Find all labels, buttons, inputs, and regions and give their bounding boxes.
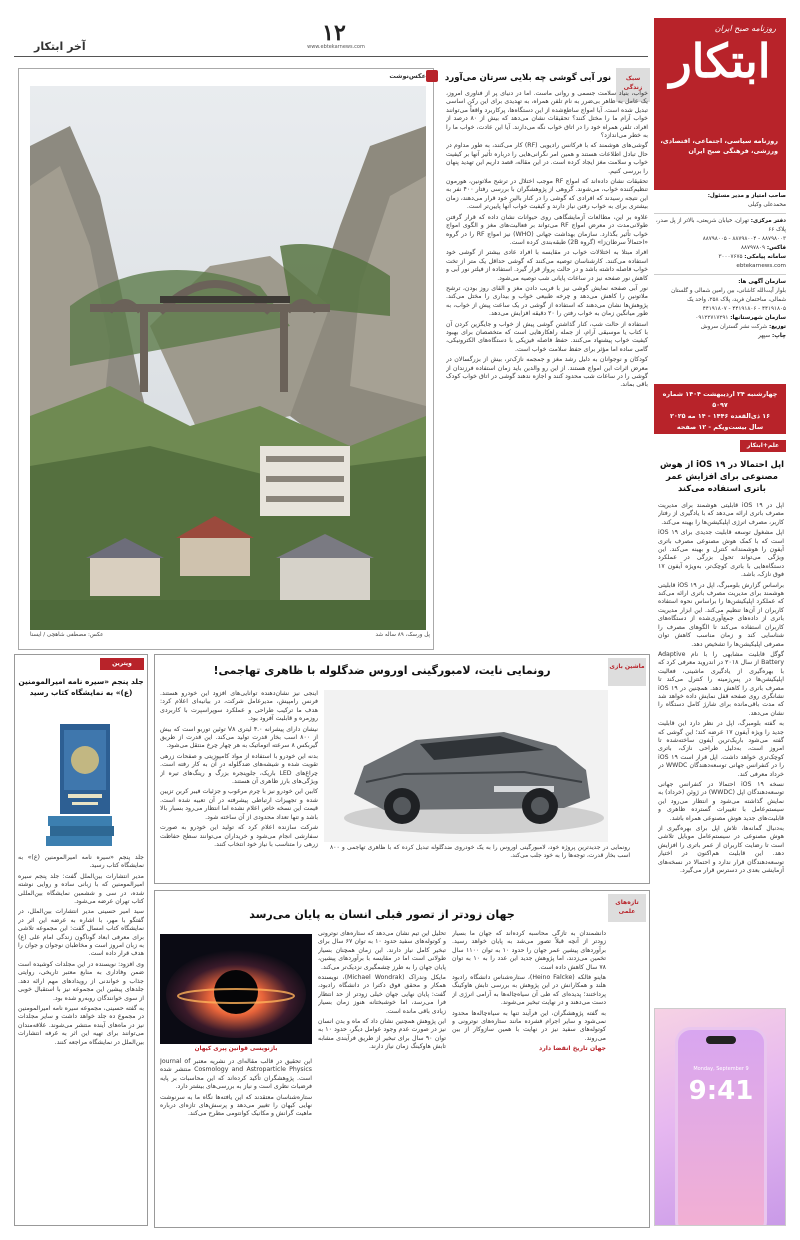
paragraph: کابین این خودرو نیز با چرم مرغوب و جزئیات فیبر کربن تزیین شده و تجهیزات ارتباطی پیشرفته در آن تعبیه شده است. قیمت این نسخه خاص اعلام نشده اما انتظار می‌رود بسیار بالا باشد و تنها تعداد محدودی از آن ساخته شود. bbox=[160, 788, 318, 821]
fax-number: ۸۸۷۹۷۸۰۹ bbox=[741, 245, 766, 251]
subs-label: سازمان شهرستانها: bbox=[730, 315, 786, 321]
article-bot-title[interactable]: جهان زودتر از تصور قبلی انسان به پایان می‌رسد bbox=[249, 908, 515, 921]
page-number: ۱۲ bbox=[322, 20, 346, 46]
issue-date-line2: ۱۶ ذی‌القعده ۱۴۴۶ - ۱۴ مه ۲۰۲۵ bbox=[669, 412, 771, 420]
sms-number: ۳۰۰۰۷۶۷۵ bbox=[718, 254, 743, 260]
book-title[interactable]: جلد پنجم «سیره نامه امیرالمومنین (ع)» به نمایشگاه کتاب رسید bbox=[18, 677, 144, 697]
paragraph: نسخه iOS ۱۹ احتمالا در کنفرانس جهانی توسعه‌دهندگان اپل (WWDC) در ژوئن (خرداد) به نمایش گذاشته می‌شود و انتظار می‌رود این سیستم‌عامل با تغییرات گسترده ظاهری و قابلیت‌های جدید هوش مصنوعی همراه باشد. bbox=[658, 781, 784, 822]
paragraph: به گفته بلومبرگ، اپل در نظر دارد این قابلیت جدید را ویژه آیفون ۱۷ عرضه کند؛ این گوشی که گفته می‌شود باریک‌ترین آیفون ساخته‌شده تا امروز است، به‌دلیل طراحی نازک، باتری کوچک‌تری خواهد داشت. اپل قرار است iOS ۱۹ را در کنفرانس جهانی توسعه‌دهندگان WWDC در خرداد معرفی کند. bbox=[658, 720, 784, 778]
print-label: چاپ: bbox=[772, 333, 786, 339]
subheading: جهان تاریخ انقضا دارد bbox=[539, 1045, 606, 1053]
owner-label: صاحب امتیاز و مدیر مسئول: bbox=[707, 193, 786, 199]
article-top-body bbox=[446, 90, 648, 644]
phones: ۸۸۷۹۸۰۰۳ - ۸۸۷۹۸۰۰۴ - ۸۸۷۹۸۰۰۵ bbox=[702, 236, 786, 242]
site-url[interactable]: www.ebtekarnews.com bbox=[307, 44, 365, 50]
paragraph: مایکل وندراک (Michael Wondrak)، نویسنده همکار و محقق فوق دکترا در دانشگاه رادبود، گفت: پایان نهایی جهان خیلی زودتر از حد انتظار فرا می‌رسد، اما خوشبختانه هنوز زمان بسیار زیادی باقی مانده است. bbox=[318, 974, 446, 1015]
article-bot-label: تازه‌های علمی bbox=[608, 894, 646, 922]
phone-date: Monday, September 9 bbox=[693, 1066, 749, 1072]
issue-date-line1: چهارشنبه ۲۴ اردیبهشت ۱۴۰۴ شماره ۵۰۹۷ bbox=[662, 390, 778, 409]
paragraph: هاینو فالکه (Heino Falcke)، ستاره‌شناس دانشگاه رادبود هلند و همکارانش در این پژوهش به بررسی تابش هاوکینگ پرداختند؛ پدیده‌ای که طی آن سیاه‌چاله‌ها به آرامی انرژی از دست می‌دهند و در نهایت تبخیر می‌شوند. bbox=[452, 974, 606, 1007]
divider bbox=[654, 274, 786, 275]
phone-illustration bbox=[675, 1027, 767, 1226]
paragraph: افراد مبتلا به اختلالات خواب در مقایسه با افراد عادی بیشتر از گوشی خود استفاده می‌کنند. کارشناسان توصیه می‌کنند که گوشی حداقل یک متر از تخت خواب فاصله داشته باشد و در حالت پرواز قرار گیرد. استفاده از فیلتر نور آبی و کاهش نور صفحه نیز در ساعات پایانی شب توصیه می‌شود. bbox=[446, 249, 648, 282]
book-label: ویترین bbox=[100, 658, 144, 670]
paragraph: جلد پنجم «سیره نامه امیرالمومنین (ع)» به نمایشگاه کتاب رسید. bbox=[18, 854, 144, 870]
paragraph: خواب، بنیاد سلامت جسمی و روانی ماست. اما در دنیای پر از فناوری امروز، یک عامل به ظاهر بی‌ضرر به نام تلفن همراه، به تهدیدی برای این رکن اساسی تبدیل شده است. آیا امواج ساطع‌شده از این دستگاه‌ها، پرکاربرد واقعاً می‌توانند خواب آرام ما را مختل کنند؟ تحقیقات نشان می‌دهد که بیش از ۸۰ درصد از افراد، تلفن همراه خود را در اتاق خواب نگه می‌دارند. آیا این عادت، خواب ما را به خطر می‌اندازد؟ bbox=[446, 90, 648, 140]
paragraph: اپل در iOS ۱۹ قابلیتی هوشمند برای مدیریت مصرف باتری ارائه می‌دهد که با یادگیری از رفتار کاربر، مصرف انرژی اپلیکیشن‌ها را بهینه می‌کند. bbox=[658, 502, 784, 526]
photo-label: عکس‌نوشت bbox=[389, 72, 426, 80]
paragraph: این تحقیق در قالب مقاله‌ای در نشریه معتبر Journal of Cosmology and Astroparticle Physics منتشر شده است. پژوهشگران تأکید کرده‌اند که این محاسبات بر پایه فرضیات نظری است و نیاز به بررسی‌های بیشتر دارد. bbox=[160, 1058, 312, 1091]
masthead-info bbox=[654, 192, 786, 341]
paragraph: مدیر انتشارات بین‌الملل گفت: جلد پنجم سیره امیرالمومنین که با زبانی ساده و روایی نوشته شده، در سی و ششمین نمایشگاه بین‌المللی کتاب تهران عرضه می‌شود. bbox=[18, 872, 144, 906]
paragraph: تحلیل این تیم نشان می‌دهد که ستاره‌های نوترونی و کوتوله‌های سفید حدود ۱۰ به توان ۶۷ سال برای تبخیر کامل نیاز دارند. این زمان همچنان بسیار طولانی است اما در مقایسه با برآوردهای پیشین، پایان جهان را به طرز چشمگیری نزدیک‌تر می‌کند. bbox=[318, 930, 446, 971]
photo-caption: پل ورسک، ۸۹ ساله شد bbox=[375, 632, 430, 638]
office-address: تهران، خیابان شریعتی، بالاتر از پل صدر، پلاک ۶۶ bbox=[655, 218, 786, 233]
paragraph: ستاره‌شناسان معتقدند که این یافته‌ها نگاه ما به سرنوشت نهایی کیهان را تغییر می‌دهد و پرسش‌های تازه‌ای درباره ماهیت گرانش و مکانیک کوانتومی مطرح می‌کند. bbox=[160, 1093, 312, 1118]
paragraph: گوگل قابلیت مشابهی را با نام Adaptive Battery از سال ۲۰۱۸ در اندروید معرفی کرد که با بهره‌گیری از یادگیری ماشینی، فعالیت اپلیکیشن‌ها در پس‌زمینه را کنترل می‌کند تا مصرف باتری را کاهش دهد. همچنین در iOS ۱۹ نشانگری روی صفحه قفل نمایش داده خواهد شد که مدت باقی‌مانده برای شارژ کامل دستگاه را نشان می‌دهد. bbox=[658, 650, 784, 717]
website[interactable]: ebtekarnews.com bbox=[736, 263, 786, 269]
logo-subtitle: روزنامه صبح ایران bbox=[714, 24, 776, 33]
black-hole-image[interactable] bbox=[160, 934, 312, 1044]
paragraph: وی افزود: نویسنده در این مجلدات کوشیده است ضمن وفاداری به منابع معتبر تاریخی، روایتی جذاب و خواندنی از رویدادهای مهم ارائه دهد. جلدهای پیشین این مجموعه نیز با استقبال خوبی از سوی خوانندگان روبه‌رو شده بود. bbox=[18, 960, 144, 1002]
distribution-name: شرکت نشر گستران سروش bbox=[700, 324, 768, 330]
ads-label: سازمان آگهی ها: bbox=[738, 279, 786, 285]
phone-time: 9:41 bbox=[688, 1076, 754, 1106]
paragraph: به‌دنبال گمانه‌ها، تلاش اپل برای بهره‌گیری از هوش مصنوعی در سیستم‌عامل موبایل تلاشی است تا رضایت کاربران از عمر باتری را افزایش دهد. این قابلیت هم‌اکنون در اختیار توسعه‌دهندگان قرار ندارد و احتمالا در نسخه‌های آزمایشی بعدی در دسترس قرار می‌گیرد. bbox=[658, 825, 784, 875]
lead-photo[interactable] bbox=[30, 86, 426, 630]
header-divider bbox=[14, 56, 648, 57]
paragraph: گوشی‌های هوشمند که با فرکانس رادیویی (RF) کار می‌کنند، به طور مداوم در حال تبادل اطلاعات هستند و همین امر نگرانی‌هایی را درباره تأثیر آنها بر کیفیت خواب و سلامت مغز ایجاد کرده است. در این مقاله، قصد داریم این تهدید پنهان را بررسی کنیم. bbox=[446, 142, 648, 175]
book-cover-image[interactable] bbox=[34, 720, 130, 848]
article-mid-body bbox=[160, 690, 318, 880]
article-bot-column-2 bbox=[318, 930, 446, 1220]
photo-credit: عکس: مصطفی شاهچی / ایسنا bbox=[30, 632, 104, 638]
fax-label: فاکس: bbox=[766, 245, 786, 251]
right-column-body bbox=[658, 502, 784, 1000]
paragraph: استفاده از حالت شب، کنار گذاشتن گوشی پیش از خواب و جایگزین کردن آن با کتاب یا موسیقی آرام، از جمله راهکارهایی است که متخصصان برای بهبود کیفیت خواب پیشنهاد می‌کنند. حفظ فاصله فیزیکی با دستگاه‌های الکترونیکی، گامی ساده اما مؤثر برای حفظ سلامت خواب است. bbox=[446, 320, 648, 353]
article-bot-column-3 bbox=[160, 1058, 312, 1222]
paragraph: سید امیر حسینی مدیر انتشارات بین‌الملل، در گفتگو با مهر، با اشاره به عرضه این اثر در نمایشگاه کتاب امسال گفت: این مجموعه تلاشی برای معرفی ابعاد گوناگون زندگی امام علی (ع) به زبان امروز است و مخاطبان نوجوان و جوان را هدف قرار داده است. bbox=[18, 908, 144, 958]
distribution-label: توزیع: bbox=[769, 324, 786, 330]
newspaper-logo: ابتکار bbox=[669, 34, 771, 88]
right-column-label: علم+ابتکار bbox=[740, 440, 786, 452]
paragraph: تحقیقات نشان داده‌اند که امواج RF موجب اختلال در ترشح ملاتونین، هورمون تنظیم‌کننده خواب، می‌شوند. گروهی از پژوهشگران با بررسی رفتار ۴۰۰ نفر به این نتیجه رسیدند که افرادی که گوشی را در کنار بالین خود قرار می‌دهند، زمان بیشتری برای به خواب رفتن نیاز دارند و کیفیت خواب آنها پایین‌تر است. bbox=[446, 178, 648, 211]
phone-notch bbox=[706, 1036, 736, 1044]
subs-phone: ۰۹۱۲۲۷۱۷۲۹۱ bbox=[695, 315, 729, 321]
article-top-title[interactable]: نور آبی گوشی چه بلایی سرتان می‌آورد bbox=[444, 73, 612, 83]
office-label: دفتر مرکزی: bbox=[750, 218, 786, 224]
masthead bbox=[654, 18, 786, 190]
paragraph: براساس گزارش بلومبرگ، اپل در iOS ۱۹ قابلیتی هوشمند برای مدیریت مصرف باتری ارائه می‌کند که عملکرد اپلیکیشن‌ها را براساس نحوه استفاده کاربران از آن‌ها تنظیم می‌کند. این ابزار مدیریت باتری از داده‌های جمع‌آوری‌شده از دستگاه‌های کاربران استفاده می‌کند تا الگوهای مصرف را شناسایی کند و زمان مناسب کاهش توان مصرفی اپلیکیشن‌ها را تشخیص دهد. bbox=[658, 581, 784, 648]
article-top-label: سبک زندگی bbox=[616, 68, 650, 102]
article-mid-label: ماشین بازی bbox=[608, 658, 646, 686]
sms-label: سامانه پیامکی: bbox=[744, 254, 786, 260]
paragraph: علاوه بر این، مطالعات آزمایشگاهی روی حیوانات نشان داده که قرار گرفتن طولانی‌مدت در معرض امواج RF می‌تواند بر فعالیت‌های مغز و الگوی امواج خواب تأثیر بگذارد. سازمان بهداشت جهانی (WHO) نیز امواج RF را در گروه «احتمالاً سرطان‌زا» (گروه 2B) طبقه‌بندی کرده است. bbox=[446, 213, 648, 246]
ads-phones: ۴۴۱۹۱۸۰۵ - ۴۴۱۹۱۸۰۶ - ۴۴۱۹۱۸۰۷ bbox=[702, 306, 786, 312]
section-title: آخر ابتکار bbox=[34, 40, 86, 53]
issue-date-box bbox=[654, 384, 786, 434]
paragraph: کودکان و نوجوانان به دلیل رشد مغز و جمجمه نازک‌تر، بیش از بزرگسالان در معرض اثرات این امواج هستند. از این رو والدین باید زمان استفاده فرزندان از گوشی را در ساعات شب محدود کنند و اجازه ندهند گوشی در اتاق خواب کودک باقی بماند. bbox=[446, 356, 648, 389]
paragraph: دانشمندان به تازگی محاسبه کرده‌اند که جهان ما بسیار زودتر از آنچه قبلاً تصور می‌شد به پایان خواهد رسید. برآوردهای پیشین عمر جهان را حدود ۱۰ به توان ۱۱۰۰ سال تخمین می‌زدند، اما پژوهش جدید این عدد را به ۱۰ به توان ۷۸ سال کاهش داده است. bbox=[452, 930, 606, 971]
owner-name: محمدعلی وکیلی bbox=[748, 202, 786, 208]
image-caption: بازنویسی قوانین پیری کیهان bbox=[194, 1046, 278, 1052]
right-column-title[interactable]: اپل احتمالا در iOS ۱۹ از هوش مصنوعی برای افزایش عمر باتری استفاده می‌کند bbox=[660, 459, 784, 493]
paragraph: اینجی نیز نشان‌دهنده توانایی‌های افزود این خودرو هستند. فرنس رامپیش، مدیرعامل شرکت، در بیانیه‌ای اعلام کرد: هدف ما ترکیب طراحی و عملکرد سوپراسپرت با کاربردی روزمره و قابلیت آفرود بود. bbox=[160, 690, 318, 723]
divider bbox=[654, 213, 786, 214]
paragraph: به گفته حسینی، مجموعه سیره نامه امیرالمومنین در مجموع ده جلد خواهد داشت و سایر مجلدات نیز در ماه‌های آینده منتشر می‌شوند. علاقه‌مندان می‌توانند برای تهیه این اثر به غرفه انتشارات بین‌الملل در نمایشگاه مراجعه کنند. bbox=[18, 1004, 144, 1046]
page-header bbox=[14, 18, 648, 58]
tagline: روزنامه سیاسی، اجتماعی، اقتصادی، ورزشی، فرهنگی صبح ایران bbox=[660, 137, 778, 155]
phone-advertisement[interactable] bbox=[654, 1008, 786, 1226]
paragraph: اپل مشغول توسعه قابلیت جدیدی برای iOS ۱۹ است که با کمک هوش مصنوعی مصرف باتری آیفون را هوشمندانه کنترل و بهینه می‌کند. این ویژگی می‌تواند تحول بزرگی در عملکرد دستگاه‌هایی با باتری کوچک‌تر، به‌ویژه آیفون ۱۷ فوق نازک، باشد. bbox=[658, 529, 784, 579]
paragraph: نیشان دارای پیشرانه ۴.۰ لیتری V۸ توئین توربو است که بیش از ۸۰۰ اسب بخار قدرت تولید می‌کند. این قدرت از طریق گیربکس ۸ سرعته اتوماتیک به هر چهار چرخ منتقل می‌شود. bbox=[160, 725, 318, 750]
paragraph: به گفته پژوهشگران، این فرآیند تنها به سیاه‌چاله‌ها محدود نمی‌شود و سایر اجرام فشرده مانند ستاره‌های نوترونی و کوتوله‌های سفید نیز در نهایت با همین سازوکار از بین می‌روند. bbox=[452, 1009, 606, 1042]
paragraph: نور آبی صفحه نمایش گوشی نیز با فریب دادن مغز و القای روز بودن، ترشح ملاتونین را کاهش می‌دهد و چرخه طبیعی خواب و بیداری را مختل می‌کند. پژوهش‌ها نشان می‌دهند که استفاده از گوشی در یک ساعت پیش از خواب، به طور میانگین زمان به خواب رفتن را ۲۰ دقیقه افزایش می‌دهد. bbox=[446, 284, 648, 318]
paragraph: بدنه این خودرو با استفاده از مواد کامپوزیتی و صفحات زرهی تقویت شده و شیشه‌های ضدگلوله در آن به کار رفته است. چراغ‌های LED باریک، جلوپنجره بزرگ و رینگ‌های تیره از ویژگی‌های بارز ظاهری آن هستند. bbox=[160, 752, 318, 786]
print-name: سپهر bbox=[758, 333, 771, 339]
paragraph: شرکت سازنده اعلام کرد که تولید این خودرو به صورت سفارشی انجام می‌شود و خریداران می‌توانند سطح حفاظت زرهی را متناسب با نیاز خود انتخاب کنند. bbox=[160, 824, 318, 848]
book-body bbox=[18, 854, 144, 1220]
article-mid-title[interactable]: رونمایی نایت، لامبورگینی اوروس ضدگلوله با ظاهری تهاجمی! bbox=[213, 664, 551, 677]
camera-icon bbox=[426, 70, 438, 82]
paragraph: این پژوهش همچنین نشان داد که ماه و بدن انسان نیز در صورت عدم وجود عوامل دیگر، حدود ۱۰ به توان ۹۰ سال برای تبخیر از طریق فرآیندی مشابه تابش هاوکینگ زمان نیاز دارند. bbox=[318, 1018, 446, 1051]
article-mid-caption: رونمایی در جدیدترین پروژه خود، لامبورگینی اوروس را به یک خودروی ضدگلوله تبدیل کرده که با ظاهری تهاجمی و ۸۰۰ اسب بخار قدرت، توجه‌ها را به خود جلب می‌کند. bbox=[330, 844, 630, 860]
article-bot-column-1 bbox=[452, 930, 606, 1220]
car-photo[interactable] bbox=[324, 690, 608, 842]
ads-address: بلوار آیت‌الله کاشانی، بین رامین شمالی و گلستان شمالی، ساختمان فرید، پلاک ۲۵۸، واحد یک bbox=[671, 288, 786, 303]
issue-date-line3: سال بیست‌ویکم - ۱۲ صفحه bbox=[676, 423, 764, 431]
